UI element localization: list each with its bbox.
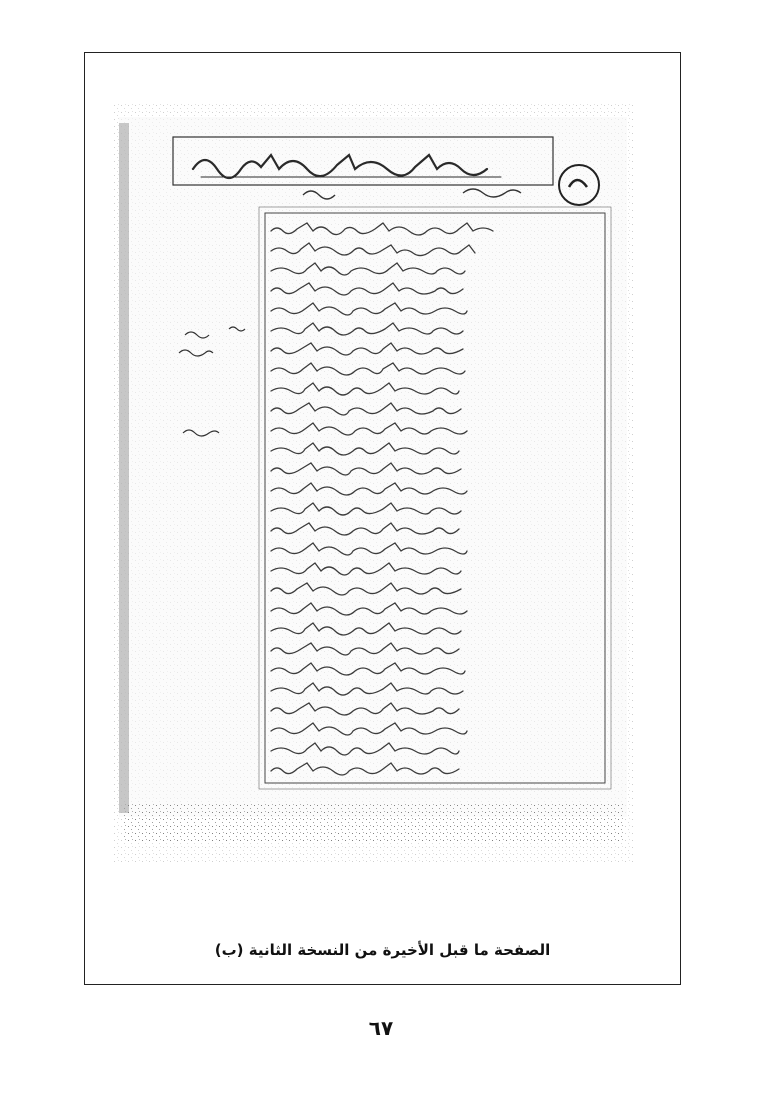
- page-frame: [84, 52, 681, 985]
- manuscript-image: [113, 103, 643, 873]
- page-number: ٦٧: [368, 1016, 394, 1040]
- manuscript-scan: [113, 103, 643, 873]
- figure-caption: الصفحة ما قبل الأخيرة من النسخة الثانية (ب): [214, 941, 551, 959]
